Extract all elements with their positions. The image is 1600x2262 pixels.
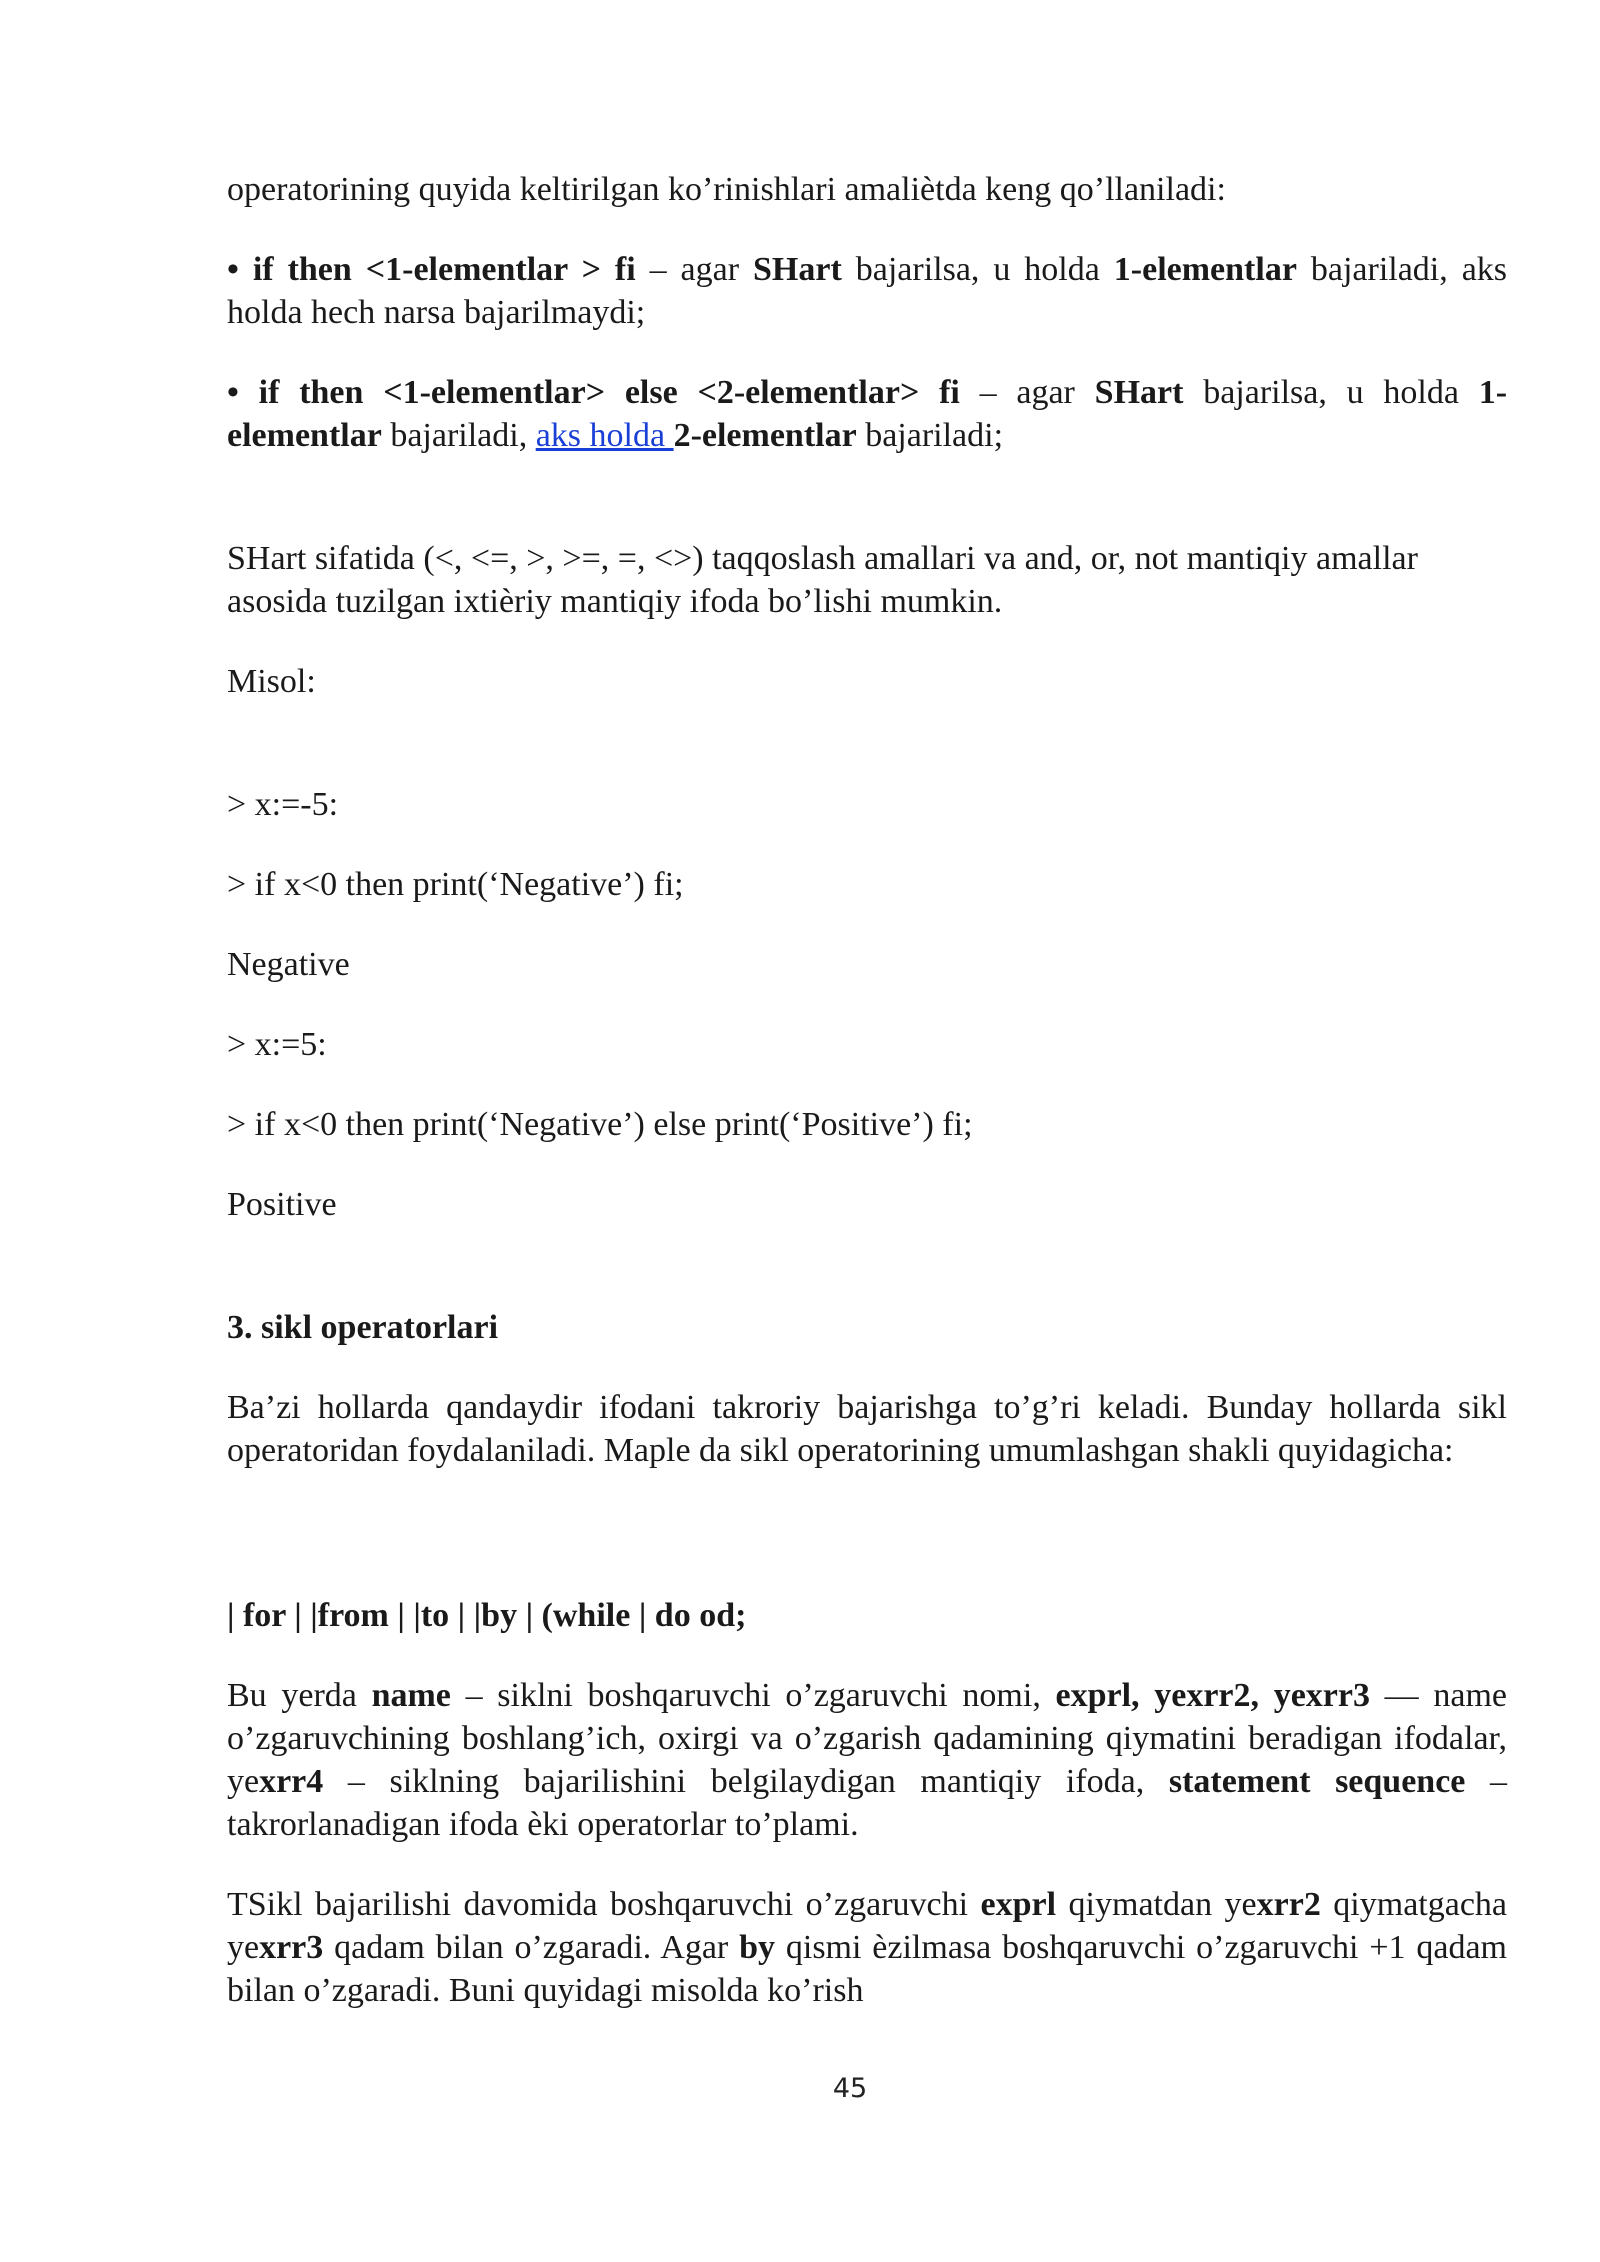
code-keyword: if then <1-elementlar > fi xyxy=(252,251,636,288)
bullet-if-then xyxy=(227,248,1507,334)
text-span: – agar xyxy=(635,251,754,288)
code-line: > x:=-5: xyxy=(227,786,339,823)
code-line: > if x<0 then print(‘Negative’) else print(‘Positive’) fi; xyxy=(227,1106,973,1143)
xrr4-term: xrr4 xyxy=(259,1763,324,1800)
text-span: – agar xyxy=(959,374,1095,411)
exprl-term: exprl xyxy=(980,1886,1057,1923)
bullet-mark: • xyxy=(227,374,239,411)
text-span: TSikl bajarilishi davomida boshqaruvchi o’zgaruvchi xyxy=(227,1886,981,1923)
text-span: qadam bilan o’zgaradi. Agar xyxy=(323,1929,740,1966)
xrr2-term: xrr2 xyxy=(1256,1886,1321,1923)
text-span: bajarilsa, u holda xyxy=(1183,374,1479,411)
output-line: Negative xyxy=(227,946,350,983)
code-line: > x:=5: xyxy=(227,1026,327,1063)
loop-execution-paragraph xyxy=(227,1883,1507,2012)
name-explanation-paragraph xyxy=(227,1674,1507,1846)
aks-holda-link[interactable]: aks holda xyxy=(535,417,674,454)
section-heading: 3. sikl operatorlari xyxy=(227,1309,499,1346)
text-span: bajariladi; xyxy=(856,417,1004,454)
code-keyword: if then <1-elementlar> else <2-elementlar> fi xyxy=(258,374,960,411)
text-span: bajariladi, xyxy=(381,417,536,454)
intro-paragraph: operatorining quyida keltirilgan ko’rinishlari amaliètda keng qo’llaniladi: xyxy=(227,171,1226,208)
text-span: qiymatdan ye xyxy=(1056,1886,1257,1923)
statement-sequence-term: statement sequence xyxy=(1168,1763,1466,1800)
shart-term: SHart xyxy=(1094,374,1184,411)
shart-paragraph: SHart sifatida (<, <=, >, >=, =, <>) taqqoslash amallari va and, or, not mantiqiy amallar asosida tuzilgan ixtièriy mantiqiy ifoda bo’lishi mumkin. xyxy=(227,540,1418,620)
loop-intro-paragraph: Ba’zi hollarda qandaydir ifodani takroriy bajarishga to’g’ri keladi. Bunday hollarda sikl operatoridan foydalaniladi. Maple da sikl operatorining umumlashgan shakli quyidagicha: xyxy=(227,1389,1507,1469)
text-span: — name o’zgaruvchining boshlang’ich, oxirgi va o’zgarish qadamining qiymatini beradigan ifodalar, ye xyxy=(227,1677,1507,1800)
text-span: bajarilsa, u holda xyxy=(841,251,1114,288)
syntax-text: | for | |from | |to | |by | (while | do od; xyxy=(227,1597,747,1634)
document-page xyxy=(227,168,1507,2012)
elements-term: 1-elementlar xyxy=(227,374,1508,454)
text-span: – siklni boshqaruvchi o’zgaruvchi nomi, xyxy=(450,1677,1056,1714)
xrr3-term: xrr3 xyxy=(259,1929,324,1966)
code-line: > if x<0 then print(‘Negative’) fi; xyxy=(227,866,684,903)
bullet-mark: • xyxy=(227,251,239,288)
exprs-term: exprl, yexrr2, yexrr3 xyxy=(1055,1677,1370,1714)
text-span: qismi èzilmasa boshqaruvchi o’zgaruvchi +1 qadam bilan o’zgaradi. Buni quyidagi misolda ko’rish xyxy=(227,1929,1507,2009)
text-span: – takrorlanadigan ifoda èki operatorlar to’plami. xyxy=(227,1763,1508,1843)
name-term: name xyxy=(371,1677,451,1714)
text-span: bajariladi, aks holda hech narsa bajarilmaydi; xyxy=(227,251,1508,331)
output-line: Positive xyxy=(227,1186,337,1223)
shart-term: SHart xyxy=(753,251,842,288)
text-span: qiymatgacha ye xyxy=(227,1886,1508,1966)
elements-term: 2-elementlar xyxy=(673,417,857,454)
elements-term: 1-elementlar xyxy=(1113,251,1297,288)
misol-label: Misol: xyxy=(227,663,316,700)
by-term: by xyxy=(739,1929,776,1966)
loop-syntax xyxy=(227,1594,1507,1637)
bullet-if-then-else xyxy=(227,371,1507,457)
text-span: – siklning bajarilishini belgilaydigan mantiqiy ifoda, xyxy=(323,1763,1169,1800)
page-number: 45 xyxy=(832,2073,868,2104)
text-span: Bu yerda xyxy=(227,1677,372,1714)
